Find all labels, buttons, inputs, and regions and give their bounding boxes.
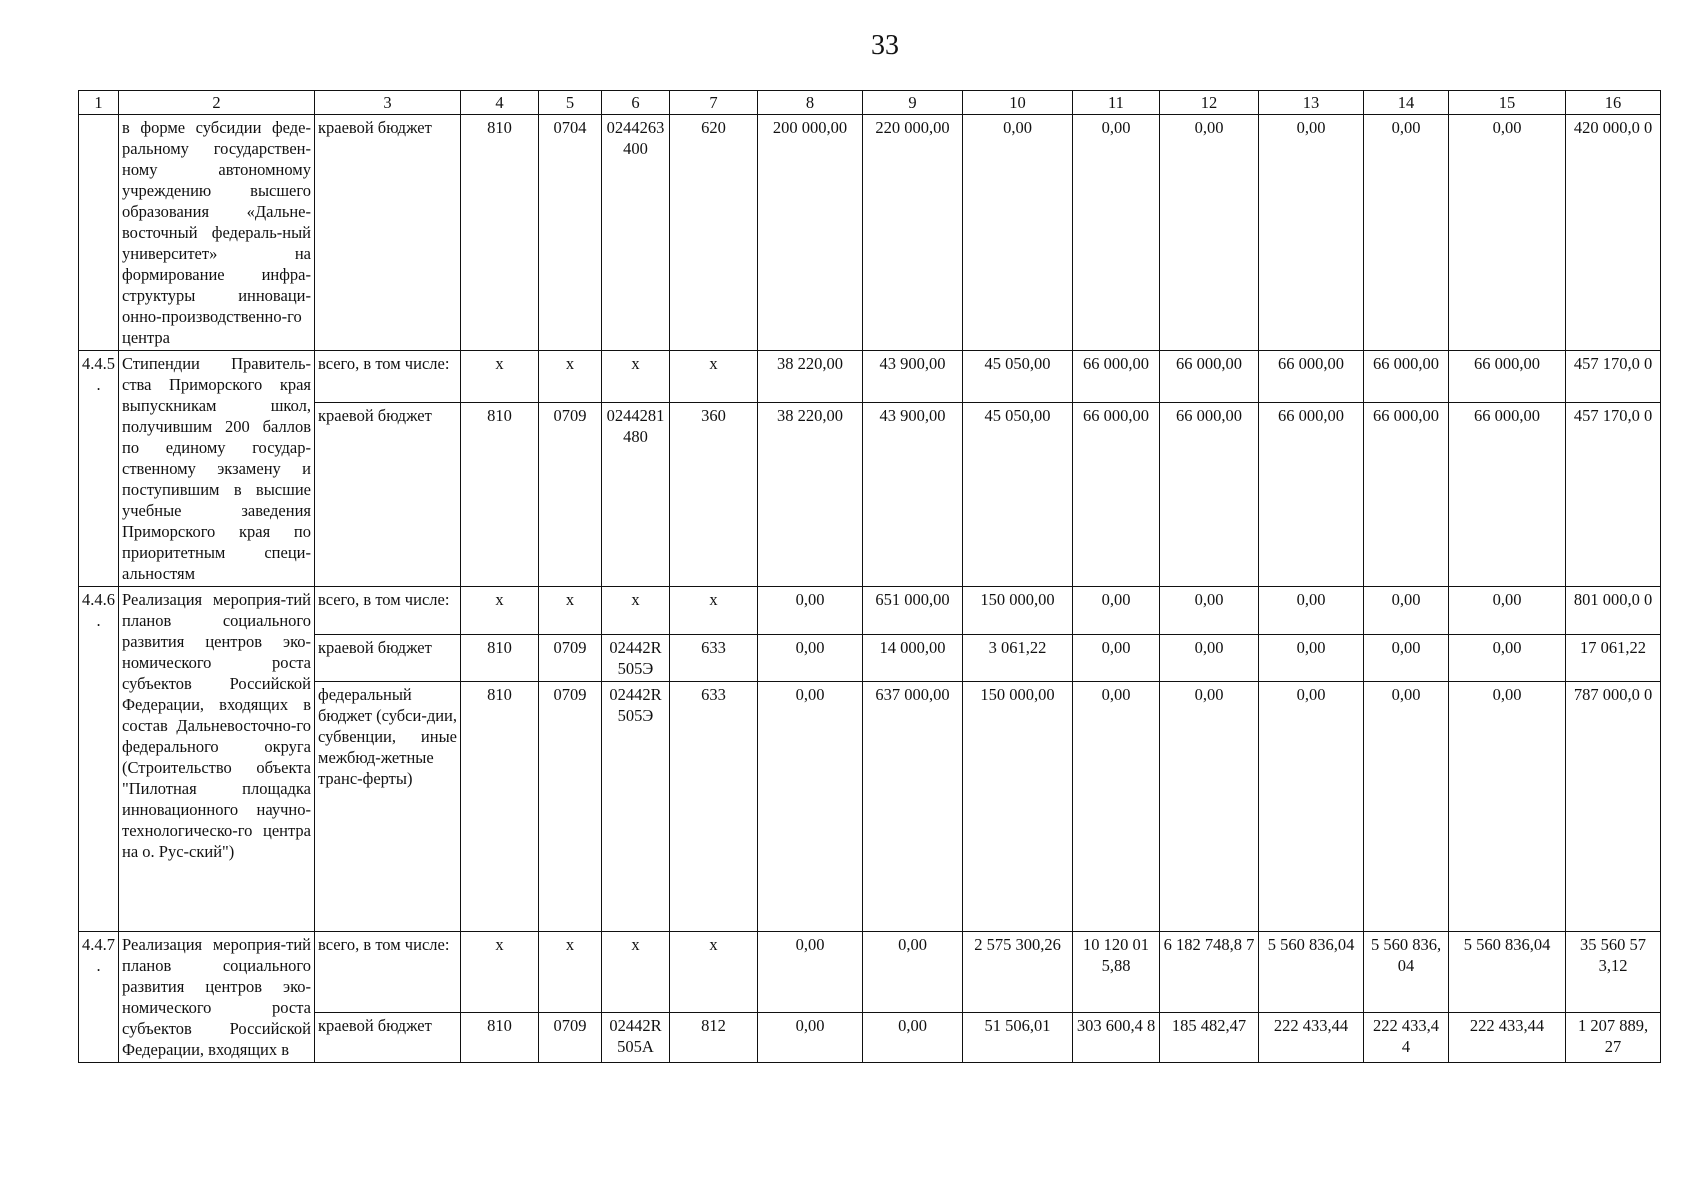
- value-cell: 0,00: [1364, 115, 1449, 351]
- table-row: [79, 635, 1661, 682]
- value-cell: 222 433,44: [1449, 1012, 1566, 1062]
- value-cell: 14 000,00: [863, 635, 963, 682]
- page-number: 33: [871, 30, 899, 61]
- value-cell: 0,00: [863, 932, 963, 1013]
- value-cell: 810: [461, 402, 539, 586]
- funding-source-cell: всего, в том числе:: [315, 351, 461, 403]
- value-cell: 457 170,0 0: [1566, 402, 1661, 586]
- value-cell: 35 560 57 3,12: [1566, 932, 1661, 1013]
- value-cell: 5 560 836,04: [1449, 932, 1566, 1013]
- value-cell: 02442R 505Э: [602, 682, 670, 932]
- value-cell: 810: [461, 682, 539, 932]
- value-cell: 66 000,00: [1449, 402, 1566, 586]
- column-number-cell: 1: [79, 91, 119, 115]
- value-cell: 66 000,00: [1364, 351, 1449, 403]
- value-cell: х: [461, 351, 539, 403]
- value-cell: 02442R 505Э: [602, 635, 670, 682]
- value-cell: 66 000,00: [1073, 402, 1160, 586]
- value-cell: х: [539, 932, 602, 1013]
- value-cell: 0,00: [1160, 115, 1259, 351]
- value-cell: 0,00: [1073, 587, 1160, 635]
- value-cell: 810: [461, 1012, 539, 1062]
- value-cell: 5 560 836, 04: [1364, 932, 1449, 1013]
- value-cell: 43 900,00: [863, 402, 963, 586]
- value-cell: 651 000,00: [863, 587, 963, 635]
- value-cell: 810: [461, 115, 539, 351]
- value-cell: 45 050,00: [963, 351, 1073, 403]
- value-cell: 66 000,00: [1160, 402, 1259, 586]
- value-cell: 220 000,00: [863, 115, 963, 351]
- column-number-cell: 15: [1449, 91, 1566, 115]
- column-number-row: [79, 91, 1661, 115]
- column-number-cell: 16: [1566, 91, 1661, 115]
- value-cell: 0,00: [1449, 682, 1566, 932]
- value-cell: х: [670, 587, 758, 635]
- measure-description-cell: в форме субсидии феде-ральному государствен-ному автономному учреждению высшего образования «Дальне-восточный федераль-ный университет» на формирование инфра-структуры инноваци-онно-производственно-го центра: [119, 115, 315, 351]
- measure-description-cell: Реализация мероприя-тий планов социального развития центров эко-номического роста субъектов Российской Федерации, входящих в состав Дальневосточно-го федерального округа (Строительство объекта "Пилотная площадка инновационного научно-технологическо-го центра на о. Рус-ский"): [119, 587, 315, 932]
- value-cell: х: [602, 587, 670, 635]
- value-cell: х: [539, 587, 602, 635]
- table-row: [79, 932, 1661, 1013]
- funding-source-cell: краевой бюджет: [315, 115, 461, 351]
- value-cell: 360: [670, 402, 758, 586]
- budget-table: [78, 90, 1661, 1063]
- table-row: [79, 351, 1661, 403]
- measure-description-cell: Реализация мероприя-тий планов социального развития центров эко-номического роста субъектов Российской Федерации, входящих в: [119, 932, 315, 1063]
- funding-source-cell: краевой бюджет: [315, 1012, 461, 1062]
- table-row: [79, 115, 1661, 351]
- value-cell: 0,00: [1364, 682, 1449, 932]
- value-cell: 0244263 400: [602, 115, 670, 351]
- table-row: [79, 1012, 1661, 1062]
- value-cell: 633: [670, 635, 758, 682]
- value-cell: 633: [670, 682, 758, 932]
- value-cell: 2 575 300,26: [963, 932, 1073, 1013]
- value-cell: х: [670, 351, 758, 403]
- value-cell: 457 170,0 0: [1566, 351, 1661, 403]
- value-cell: 66 000,00: [1449, 351, 1566, 403]
- value-cell: 0,00: [1160, 682, 1259, 932]
- value-cell: 0244281 480: [602, 402, 670, 586]
- value-cell: 810: [461, 635, 539, 682]
- value-cell: 222 433,4 4: [1364, 1012, 1449, 1062]
- column-number-cell: 7: [670, 91, 758, 115]
- value-cell: 66 000,00: [1259, 351, 1364, 403]
- value-cell: 0,00: [1259, 682, 1364, 932]
- value-cell: 185 482,47: [1160, 1012, 1259, 1062]
- funding-source-cell: всего, в том числе:: [315, 587, 461, 635]
- column-number-cell: 8: [758, 91, 863, 115]
- value-cell: 66 000,00: [1160, 351, 1259, 403]
- value-cell: 0,00: [1073, 682, 1160, 932]
- value-cell: 0,00: [1259, 115, 1364, 351]
- value-cell: 38 220,00: [758, 351, 863, 403]
- row-id-cell: [79, 115, 119, 351]
- column-number-cell: 9: [863, 91, 963, 115]
- row-id-cell: 4.4.7 .: [79, 932, 119, 1063]
- value-cell: 66 000,00: [1364, 402, 1449, 586]
- value-cell: 5 560 836,04: [1259, 932, 1364, 1013]
- value-cell: 150 000,00: [963, 587, 1073, 635]
- value-cell: 0,00: [758, 932, 863, 1013]
- value-cell: 150 000,00: [963, 682, 1073, 932]
- funding-source-cell: всего, в том числе:: [315, 932, 461, 1013]
- value-cell: х: [602, 351, 670, 403]
- value-cell: 43 900,00: [863, 351, 963, 403]
- table-row: [79, 682, 1661, 932]
- value-cell: 812: [670, 1012, 758, 1062]
- column-number-cell: 5: [539, 91, 602, 115]
- row-id-cell: 4.4.6 .: [79, 587, 119, 932]
- value-cell: х: [539, 351, 602, 403]
- value-cell: 0,00: [1073, 115, 1160, 351]
- column-number-cell: 13: [1259, 91, 1364, 115]
- value-cell: 801 000,0 0: [1566, 587, 1661, 635]
- value-cell: 0,00: [1364, 635, 1449, 682]
- value-cell: х: [602, 932, 670, 1013]
- value-cell: 17 061,22: [1566, 635, 1661, 682]
- column-number-cell: 10: [963, 91, 1073, 115]
- value-cell: 0,00: [758, 587, 863, 635]
- value-cell: 0,00: [1073, 635, 1160, 682]
- value-cell: 0,00: [1259, 635, 1364, 682]
- value-cell: 0709: [539, 635, 602, 682]
- value-cell: 0,00: [1364, 587, 1449, 635]
- value-cell: 0,00: [1449, 587, 1566, 635]
- funding-source-cell: краевой бюджет: [315, 402, 461, 586]
- value-cell: 200 000,00: [758, 115, 863, 351]
- value-cell: 0,00: [1449, 635, 1566, 682]
- value-cell: 0,00: [758, 1012, 863, 1062]
- value-cell: х: [461, 587, 539, 635]
- column-number-cell: 2: [119, 91, 315, 115]
- value-cell: 1 207 889, 27: [1566, 1012, 1661, 1062]
- column-number-cell: 14: [1364, 91, 1449, 115]
- measure-description-cell: Стипендии Правитель-ства Приморского края выпускникам школ, получившим 200 баллов по единому государ-ственному экзамену и поступившим в высшие учебные заведения Приморского края по приоритетным специ-альностям: [119, 351, 315, 587]
- value-cell: х: [670, 932, 758, 1013]
- value-cell: 303 600,4 8: [1073, 1012, 1160, 1062]
- value-cell: 420 000,0 0: [1566, 115, 1661, 351]
- column-number-cell: 3: [315, 91, 461, 115]
- table-row: [79, 587, 1661, 635]
- value-cell: 0,00: [1160, 635, 1259, 682]
- value-cell: 10 120 01 5,88: [1073, 932, 1160, 1013]
- column-number-cell: 12: [1160, 91, 1259, 115]
- column-number-cell: 4: [461, 91, 539, 115]
- value-cell: 0,00: [758, 682, 863, 932]
- value-cell: 787 000,0 0: [1566, 682, 1661, 932]
- value-cell: 0,00: [1160, 587, 1259, 635]
- value-cell: 51 506,01: [963, 1012, 1073, 1062]
- value-cell: 0709: [539, 1012, 602, 1062]
- value-cell: 3 061,22: [963, 635, 1073, 682]
- column-number-cell: 11: [1073, 91, 1160, 115]
- table-row: [79, 402, 1661, 586]
- funding-source-cell: краевой бюджет: [315, 635, 461, 682]
- value-cell: 222 433,44: [1259, 1012, 1364, 1062]
- column-number-cell: 6: [602, 91, 670, 115]
- row-id-cell: 4.4.5 .: [79, 351, 119, 587]
- value-cell: 0709: [539, 682, 602, 932]
- value-cell: 0709: [539, 402, 602, 586]
- value-cell: 0,00: [1259, 587, 1364, 635]
- value-cell: 0,00: [963, 115, 1073, 351]
- value-cell: 0,00: [758, 635, 863, 682]
- value-cell: 620: [670, 115, 758, 351]
- value-cell: 66 000,00: [1259, 402, 1364, 586]
- value-cell: х: [461, 932, 539, 1013]
- value-cell: 66 000,00: [1073, 351, 1160, 403]
- value-cell: 637 000,00: [863, 682, 963, 932]
- value-cell: 0,00: [1449, 115, 1566, 351]
- value-cell: 0704: [539, 115, 602, 351]
- value-cell: 45 050,00: [963, 402, 1073, 586]
- value-cell: 02442R 505А: [602, 1012, 670, 1062]
- funding-source-cell: федеральный бюджет (субси-дии, субвенции, иные межбюд-жетные транс-ферты): [315, 682, 461, 932]
- value-cell: 38 220,00: [758, 402, 863, 586]
- value-cell: 0,00: [863, 1012, 963, 1062]
- value-cell: 6 182 748,8 7: [1160, 932, 1259, 1013]
